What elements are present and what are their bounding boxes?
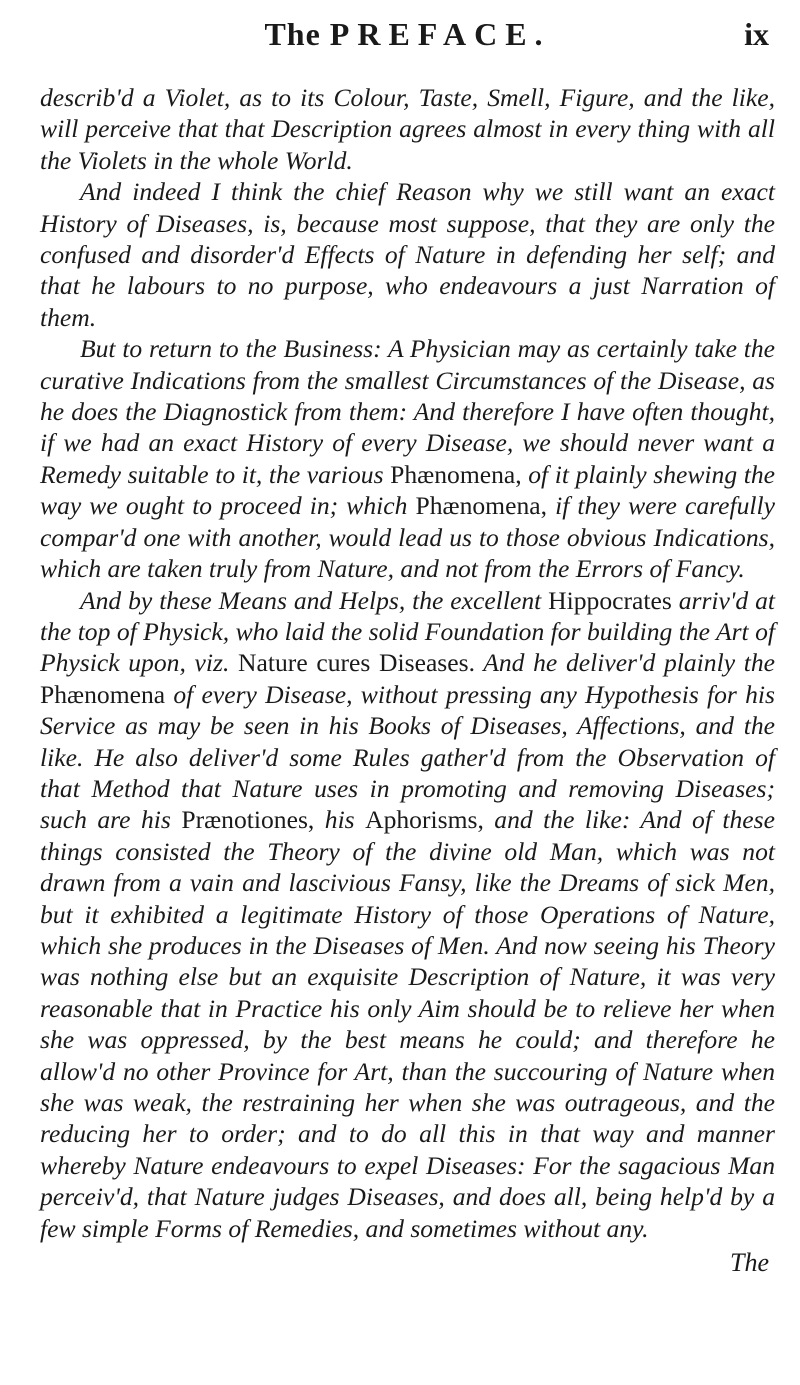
roman-text-run: Aphorisms, xyxy=(365,805,484,835)
italic-text-run: And he deliver'd plainly the xyxy=(475,648,775,678)
title-caps: PREFACE. xyxy=(329,16,551,52)
italic-text-run: And indeed I think the chief Reason why we still want an exact History of Diseases, is, because most suppose, that they are only the confused and disorder'd Effects of Nature in defending her self; and that he labours to no purpose, who endeavours a just Narration of them. xyxy=(40,177,775,332)
italic-text-run: describ'd a Violet, as to its Colour, Taste, Smell, Figure, and the like, will perceive that that Description agrees almost in every thing with all the Violets in the whole World. xyxy=(40,83,775,175)
italic-text-run: if they were carefully compar'd one with another, would lead us to those obvious Indications, which are taken truly from Nature, and not from the Errors of Fancy. xyxy=(40,491,776,584)
title-word: The xyxy=(264,16,321,52)
italic-text-run: And by these Means and Helps, the excellent xyxy=(80,585,549,615)
roman-text-run: Phænomena xyxy=(40,679,166,709)
paragraph xyxy=(40,585,775,1245)
body-text xyxy=(40,82,775,1244)
italic-text-run: and the like: And of these things consisted the Theory of the divine old Man, which was not drawn from a vain and lascivious Fansy, like the Dreams of sick Men, but it exhibited a legitimate History of those Operations of Nature, which she produces in the Diseases of Men. And now seeing his Theory was nothing else but an exquisite Description of Nature, it was very reasonable that in Practice his only Aim should be to relieve her when she was oppressed, by the best means he could; and therefore he allow'd no other Province for Art, than the succouring of Nature when she was weak, the restraining her when she was outrageous, and the reducing her to order; and to do all this in that way and manner whereby Nature endeavours to expel Diseases: For the sagacious Man perceiv'd, that Nature judges Diseases, and does all, being help'd by a few simple Forms of Remedies, and sometimes without any. xyxy=(40,805,775,1243)
italic-text-run: of it plainly shewing the way we ought to proceed in; which xyxy=(40,459,775,521)
page-number: ix xyxy=(744,16,769,52)
page-title xyxy=(40,16,775,53)
italic-text-run: his xyxy=(314,805,366,835)
paragraph xyxy=(40,176,775,333)
roman-text-run: Phænomena, xyxy=(415,491,548,521)
paragraph xyxy=(40,82,775,176)
roman-text-run: Prænotiones, xyxy=(181,805,315,835)
paragraph xyxy=(40,333,775,584)
italic-text-run: of every Disease, without pressing any Hypothesis for his Service as may be seen in his Books of Diseases, Affections, and the like. He also deliver'd some Rules gather'd from the Observation of that Method that Nature uses in promoting and removing Diseases; such are his xyxy=(40,679,775,835)
roman-text-run: Nature cures Diseases. xyxy=(238,648,475,678)
italic-text-run: arriv'd at the top of Physick, who laid the solid Foundation for building the Art of Physick upon, viz. xyxy=(40,585,775,678)
roman-text-run: Hippocrates xyxy=(548,585,672,615)
italic-text-run: But to return to the Business: A Physician may as certainly take the curative Indications from the smallest Circumstances of the Disease, as he does the Diagnostick from them: And therefore I have often thought, if we had an exact History of every Disease, we should never want a Remedy suitable to it, the various xyxy=(40,334,775,489)
roman-text-run: Phænomena, xyxy=(390,459,522,489)
book-page xyxy=(40,0,775,1385)
catchword: The xyxy=(730,1248,769,1278)
running-head xyxy=(40,16,775,72)
